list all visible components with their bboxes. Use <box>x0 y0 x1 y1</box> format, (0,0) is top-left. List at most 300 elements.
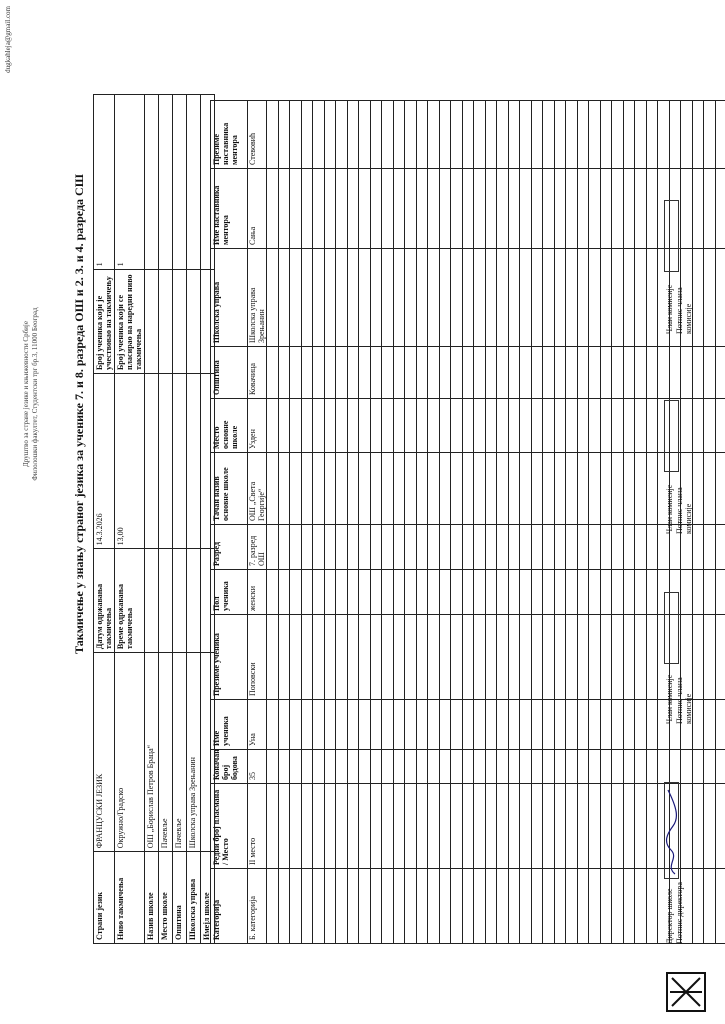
table-cell <box>623 399 635 453</box>
table-cell <box>290 570 302 615</box>
table-cell <box>278 869 290 944</box>
table-cell <box>485 750 497 784</box>
table-cell <box>428 453 440 525</box>
table-cell <box>370 525 382 570</box>
info-label: Место школе <box>159 852 173 944</box>
table-cell <box>278 784 290 869</box>
table-cell <box>347 570 359 615</box>
table-cell <box>301 615 313 700</box>
table-cell <box>531 169 543 249</box>
table-cell <box>359 784 371 869</box>
table-cell <box>497 700 509 750</box>
table-cell <box>462 249 474 347</box>
table-cell <box>267 615 279 700</box>
table-cell <box>382 249 394 347</box>
table-cell <box>635 347 647 399</box>
table-cell <box>715 869 725 944</box>
table-cell <box>324 700 336 750</box>
table-cell <box>692 453 704 525</box>
table-cell <box>474 347 486 399</box>
table-cell <box>485 101 497 169</box>
table-cell <box>681 347 693 399</box>
table-cell <box>416 525 428 570</box>
table-cell <box>301 249 313 347</box>
table-cell <box>554 869 566 944</box>
table-cell <box>451 399 463 453</box>
info-label <box>159 549 173 653</box>
table-cell <box>566 249 578 347</box>
table-row <box>520 101 532 944</box>
table-cell <box>267 169 279 249</box>
info-label: Имејл школе <box>201 852 215 944</box>
table-cell <box>612 784 624 869</box>
table-cell <box>704 453 716 525</box>
table-cell <box>301 453 313 525</box>
table-cell <box>474 399 486 453</box>
info-value: ОШ „Борислав Петров Браца“ <box>145 653 159 852</box>
table-cell <box>508 453 520 525</box>
table-cell <box>646 453 658 525</box>
table-cell <box>589 750 601 784</box>
table-cell <box>692 869 704 944</box>
table-cell <box>623 750 635 784</box>
table-cell <box>543 525 555 570</box>
table-cell <box>336 869 348 944</box>
table-cell <box>313 399 325 453</box>
column-header: Разред <box>211 525 248 570</box>
table-cell <box>508 101 520 169</box>
info-row <box>94 95 115 944</box>
table-cell <box>336 615 348 700</box>
table-cell <box>715 169 725 249</box>
table-cell <box>531 399 543 453</box>
table-cell <box>715 615 725 700</box>
table-cell <box>623 453 635 525</box>
table-row <box>382 101 394 944</box>
table-cell <box>405 453 417 525</box>
table-cell <box>324 784 336 869</box>
table-cell <box>451 101 463 169</box>
table-cell <box>474 750 486 784</box>
table-cell <box>543 700 555 750</box>
table-cell <box>715 570 725 615</box>
info-value: Школска управа Зрењанин <box>187 653 201 852</box>
table-cell <box>278 750 290 784</box>
table-cell <box>635 453 647 525</box>
table-cell <box>646 347 658 399</box>
table-cell <box>566 399 578 453</box>
table-cell <box>313 750 325 784</box>
table-cell <box>658 750 670 784</box>
results-table <box>210 100 725 944</box>
info-label <box>145 549 159 653</box>
table-cell <box>485 869 497 944</box>
table-cell <box>623 101 635 169</box>
info-value: 1 <box>115 95 145 270</box>
table-cell <box>600 750 612 784</box>
table-cell <box>635 570 647 615</box>
table-cell <box>290 615 302 700</box>
table-cell <box>681 750 693 784</box>
table-cell <box>600 347 612 399</box>
table-cell <box>405 347 417 399</box>
table-cell <box>566 169 578 249</box>
table-cell <box>543 570 555 615</box>
info-value: ФРАНЦУСКИ ЈЕЗИК <box>94 653 115 852</box>
table-cell <box>393 399 405 453</box>
commission-member-2: Члан комисије <box>665 484 674 534</box>
table-cell <box>589 347 601 399</box>
table-cell <box>324 750 336 784</box>
table-cell <box>439 615 451 700</box>
table-cell <box>531 750 543 784</box>
table-cell <box>416 615 428 700</box>
table-row <box>290 101 302 944</box>
info-label <box>173 270 187 374</box>
table-cell <box>290 453 302 525</box>
table-row <box>416 101 428 944</box>
table-cell <box>623 784 635 869</box>
table-row <box>704 101 716 944</box>
column-header: Редни број пласмана / Место <box>211 784 248 869</box>
table-cell <box>646 570 658 615</box>
table-cell <box>382 399 394 453</box>
email-address: dugkahleja@gmail.com <box>4 6 12 73</box>
document-title: Такмичење у знању страног језика за ученике 7. и 8. разреда ОШ и 2. 3. и 4. разреда СШ <box>72 174 86 654</box>
table-cell <box>416 570 428 615</box>
table-row <box>267 101 279 944</box>
table-cell <box>278 570 290 615</box>
table-cell <box>267 570 279 615</box>
table-cell <box>474 169 486 249</box>
table-cell <box>313 169 325 249</box>
info-value <box>187 374 201 549</box>
commission-member-3: Члан комисије <box>665 284 674 334</box>
table-cell <box>324 525 336 570</box>
table-cell <box>612 249 624 347</box>
table-cell: Б. категорија <box>248 869 267 944</box>
table-cell <box>359 525 371 570</box>
table-cell <box>359 700 371 750</box>
table-cell <box>439 347 451 399</box>
table-cell <box>646 784 658 869</box>
info-value <box>145 95 159 270</box>
table-cell <box>301 784 313 869</box>
info-label: Ниво такмичења <box>115 852 145 944</box>
table-cell <box>589 700 601 750</box>
table-cell <box>566 453 578 525</box>
table-cell <box>531 615 543 700</box>
table-cell <box>577 570 589 615</box>
table-cell <box>313 525 325 570</box>
info-value <box>173 374 187 549</box>
info-row <box>145 95 159 944</box>
table-cell <box>474 700 486 750</box>
table-cell <box>485 525 497 570</box>
table-cell <box>589 453 601 525</box>
table-cell <box>600 615 612 700</box>
table-cell <box>393 750 405 784</box>
table-cell <box>692 347 704 399</box>
table-cell <box>692 700 704 750</box>
info-value <box>173 95 187 270</box>
table-cell <box>301 700 313 750</box>
table-row <box>612 101 624 944</box>
table-row <box>462 101 474 944</box>
column-header: Презиме наставника ментора <box>211 101 248 169</box>
info-label: Општина <box>173 852 187 944</box>
table-cell <box>577 784 589 869</box>
table-cell <box>497 570 509 615</box>
info-value <box>145 374 159 549</box>
table-cell <box>370 169 382 249</box>
table-row <box>508 101 520 944</box>
info-label <box>145 270 159 374</box>
table-cell <box>416 101 428 169</box>
table-cell <box>543 169 555 249</box>
table-cell <box>290 347 302 399</box>
table-cell <box>531 784 543 869</box>
table-cell <box>704 399 716 453</box>
table-cell <box>600 700 612 750</box>
table-cell <box>589 869 601 944</box>
table-cell: женски <box>248 570 267 615</box>
table-cell <box>692 101 704 169</box>
table-cell <box>301 347 313 399</box>
table-row <box>370 101 382 944</box>
table-cell <box>704 570 716 615</box>
table-row <box>623 101 635 944</box>
table-cell <box>715 101 725 169</box>
table-cell <box>359 615 371 700</box>
table-cell <box>635 700 647 750</box>
table-cell <box>600 784 612 869</box>
table-cell <box>439 570 451 615</box>
table-cell <box>577 453 589 525</box>
table-cell <box>347 784 359 869</box>
table-cell <box>405 399 417 453</box>
info-label <box>173 549 187 653</box>
table-cell <box>566 570 578 615</box>
info-label <box>159 270 173 374</box>
table-cell <box>508 169 520 249</box>
table-cell <box>600 101 612 169</box>
table-cell <box>681 101 693 169</box>
column-header: Школска управа <box>211 249 248 347</box>
table-cell <box>451 784 463 869</box>
table-cell <box>566 101 578 169</box>
table-cell <box>508 784 520 869</box>
table-cell <box>623 249 635 347</box>
table-row <box>474 101 486 944</box>
table-row <box>248 101 267 944</box>
table-cell <box>612 101 624 169</box>
table-cell <box>278 399 290 453</box>
column-header: Тачан назив основне школе <box>211 453 248 525</box>
info-table <box>93 94 215 944</box>
table-cell <box>704 869 716 944</box>
table-cell <box>554 700 566 750</box>
table-cell <box>462 615 474 700</box>
table-cell <box>497 750 509 784</box>
table-cell <box>405 525 417 570</box>
table-cell <box>428 249 440 347</box>
table-cell <box>313 784 325 869</box>
info-row <box>159 95 173 944</box>
table-cell <box>715 784 725 869</box>
table-cell <box>508 347 520 399</box>
table-cell <box>336 750 348 784</box>
table-cell <box>382 570 394 615</box>
table-cell <box>290 169 302 249</box>
table-cell <box>428 169 440 249</box>
info-label: Датум одржавања такмичења <box>94 549 115 653</box>
table-cell <box>566 784 578 869</box>
table-cell <box>382 101 394 169</box>
table-cell <box>623 347 635 399</box>
table-cell <box>405 249 417 347</box>
table-cell <box>382 347 394 399</box>
table-cell <box>462 453 474 525</box>
table-cell <box>589 169 601 249</box>
table-cell <box>566 700 578 750</box>
table-row <box>393 101 405 944</box>
table-cell <box>508 399 520 453</box>
table-cell <box>577 615 589 700</box>
table-row <box>543 101 555 944</box>
commission-box-1 <box>664 592 679 664</box>
table-row <box>566 101 578 944</box>
table-row <box>324 101 336 944</box>
table-cell <box>704 249 716 347</box>
table-cell <box>428 784 440 869</box>
table-row <box>278 101 290 944</box>
table-cell <box>577 869 589 944</box>
table-cell <box>612 750 624 784</box>
table-cell <box>474 570 486 615</box>
table-cell <box>451 869 463 944</box>
table-cell <box>635 869 647 944</box>
table-cell <box>474 784 486 869</box>
table-cell <box>520 525 532 570</box>
info-label <box>187 549 201 653</box>
table-cell: Ковачица <box>248 347 267 399</box>
director-label: Директор школе <box>665 888 674 944</box>
table-cell <box>382 869 394 944</box>
table-cell <box>497 453 509 525</box>
table-cell <box>347 169 359 249</box>
table-cell <box>497 249 509 347</box>
table-cell <box>267 750 279 784</box>
table-cell <box>692 750 704 784</box>
table-cell <box>393 784 405 869</box>
table-cell <box>393 615 405 700</box>
table-cell <box>566 525 578 570</box>
table-cell <box>704 700 716 750</box>
table-cell <box>692 615 704 700</box>
table-cell <box>347 249 359 347</box>
table-cell <box>589 249 601 347</box>
table-cell <box>439 169 451 249</box>
info-label <box>187 270 201 374</box>
table-cell <box>508 570 520 615</box>
table-cell <box>508 615 520 700</box>
table-cell <box>520 169 532 249</box>
table-cell <box>635 525 647 570</box>
table-cell <box>428 700 440 750</box>
table-cell <box>600 399 612 453</box>
info-value: Пачевље <box>173 653 187 852</box>
table-cell <box>462 700 474 750</box>
table-cell <box>589 525 601 570</box>
table-cell <box>520 399 532 453</box>
table-cell <box>267 399 279 453</box>
table-cell <box>336 784 348 869</box>
table-cell <box>589 615 601 700</box>
table-cell <box>451 525 463 570</box>
table-cell <box>462 169 474 249</box>
table-cell <box>347 869 359 944</box>
table-cell <box>531 525 543 570</box>
table-cell <box>543 750 555 784</box>
table-cell <box>428 570 440 615</box>
table-row <box>301 101 313 944</box>
table-cell <box>428 750 440 784</box>
table-cell <box>370 570 382 615</box>
table-cell <box>324 101 336 169</box>
table-cell <box>635 169 647 249</box>
info-label: Број ученика који се пласирао на наредни ниво такмичења <box>115 270 145 374</box>
table-row <box>715 101 725 944</box>
table-row <box>531 101 543 944</box>
table-cell <box>359 399 371 453</box>
table-cell <box>405 101 417 169</box>
table-cell <box>301 750 313 784</box>
table-cell: 35 <box>248 750 267 784</box>
table-cell <box>439 525 451 570</box>
table-cell <box>543 249 555 347</box>
table-cell <box>485 700 497 750</box>
table-cell <box>347 525 359 570</box>
table-cell <box>416 169 428 249</box>
commission-box-3 <box>664 200 679 272</box>
table-cell <box>497 399 509 453</box>
table-cell <box>278 249 290 347</box>
table-cell <box>301 869 313 944</box>
table-cell <box>704 169 716 249</box>
table-cell <box>508 249 520 347</box>
table-cell <box>600 249 612 347</box>
table-cell <box>416 453 428 525</box>
table-cell <box>531 453 543 525</box>
table-cell <box>278 169 290 249</box>
table-cell <box>359 249 371 347</box>
table-cell <box>543 784 555 869</box>
table-cell <box>543 869 555 944</box>
table-cell <box>462 101 474 169</box>
table-cell <box>577 750 589 784</box>
table-cell <box>267 869 279 944</box>
table-cell <box>531 249 543 347</box>
table-cell <box>336 169 348 249</box>
table-cell <box>497 525 509 570</box>
table-cell <box>715 347 725 399</box>
table-cell <box>589 784 601 869</box>
table-cell <box>612 169 624 249</box>
table-cell <box>393 525 405 570</box>
table-cell <box>370 700 382 750</box>
table-cell: Школска управа Зрењанин <box>248 249 267 347</box>
